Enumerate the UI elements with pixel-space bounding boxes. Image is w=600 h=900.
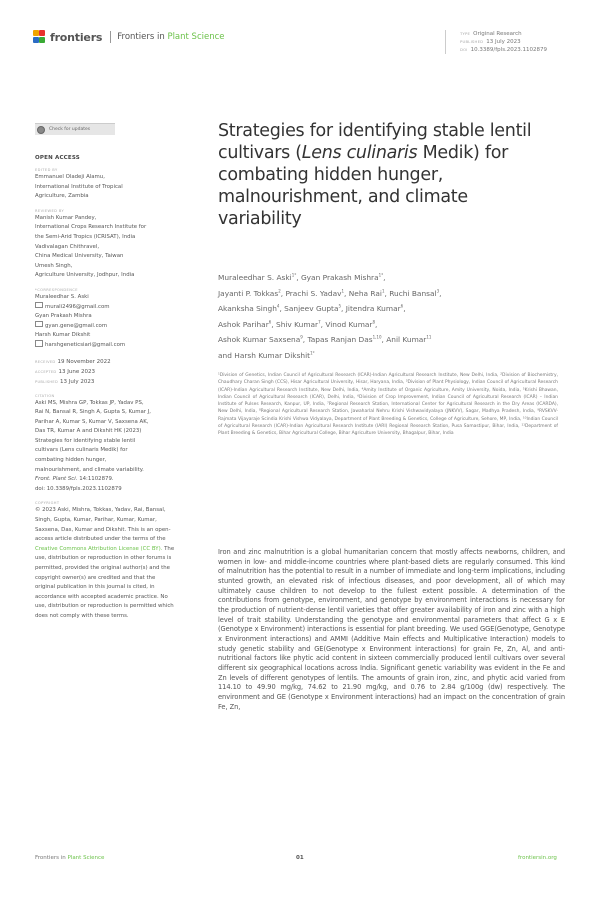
author-affiliation-marker: 1*: [310, 350, 315, 356]
date-value: 13 June 2023: [58, 368, 95, 375]
citation-line: Parihar A, Kumar S, Kumar V, Saxsena AK,: [35, 418, 149, 425]
citation: [35, 399, 175, 495]
journal-name: [117, 32, 224, 42]
date-label: RECEIVED: [35, 359, 56, 364]
footer-site-link[interactable]: frontiersin.org: [518, 855, 557, 861]
correspondent-email[interactable]: [35, 341, 175, 351]
email-icon: [35, 302, 43, 309]
title-text: Medik) for combating hidden hunger, malnourishment, and climate variability: [218, 143, 508, 229]
meta-label: DOI: [460, 47, 468, 52]
author-affiliation-marker: 1: [381, 288, 385, 294]
author-affiliation-marker: 1: [341, 288, 345, 294]
meta-label: PUBLISHED: [460, 39, 484, 44]
citation-line: malnourishment, and climate variability.: [35, 466, 144, 473]
author-affiliation-marker: 4: [276, 303, 280, 309]
author-affiliation-marker: 1,10: [372, 334, 382, 340]
copyright-text: © 2023 Aski, Mishra, Tokkas, Yadav, Rai, Bansal, Singh, Gupta, Kumar, Parihar, Kumar, Kumar, Saxsena, Das, Kumar and Dikshit. This is an open-access article distributed under the terms of the: [35, 507, 171, 543]
author-affiliation-marker: 1*: [378, 272, 384, 278]
copyright: [35, 506, 175, 621]
author[interactable]: Prachi S. Yadav$^1$: [285, 288, 345, 298]
license-link[interactable]: Creative Commons Attribution License (CC BY).: [35, 545, 163, 552]
author-affiliation-marker: 3: [436, 288, 440, 294]
footer-journal-field: Plant Science: [67, 855, 105, 861]
frontiers-logo-icon: [33, 30, 46, 44]
date-label: PUBLISHED: [35, 379, 59, 384]
email-link[interactable]: harshgeneticsiari@gmail.com: [45, 341, 126, 348]
email-icon: [35, 321, 43, 328]
author[interactable]: Vinod Kumar$^8$: [325, 319, 376, 329]
citation-line: Das TR, Kumar A and Dikshit HK (2023): [35, 428, 142, 435]
reviewer-line: Manish Kumar Pandey,: [35, 214, 97, 221]
author[interactable]: Neha Rai$^1$: [348, 288, 385, 298]
correspondent-name: Gyan Prakash Mishra: [35, 313, 92, 320]
date-label: ACCEPTED: [35, 369, 57, 374]
author[interactable]: Muraleedhar S. Aski$^{1*}$: [218, 272, 297, 282]
header-divider: [110, 31, 111, 43]
email-link[interactable]: gyan.gene@gmail.com: [45, 322, 108, 329]
affiliations: ¹Division of Genetics, Indian Council of Agricultural Research (ICAR)-Indian Agricultural Research Institute, New Delhi, India, ²Division of Biochemistry, Chaudhary Charan Singh (CCS), Hisar Agricultural University, Hisar, Haryana, India, ³Division of Plant Physiology, Indian Council of Agricultural Research (ICAR)-Indian Agricultural Research Institute, New Delhi, India, ⁴Amity Institute of Organic Agriculture, Amity University, Noida, India, ⁵Krishi Bhawan, Indian Council of Agricultural Research (ICAR), Delhi, India, ⁶Division of Crop Improvement, Indian Council of Agricultural Research (ICAR) – Indian Institute of Pulses Research, Kanpur, UP, India, ⁷Regional Research Station, International Center for Agricultural Research in the Dry Areas (ICARDA), New Delhi, India, ⁸Regional Agricultural Research Station, Jawaharlal Nehru Krishi Vishwavidyalaya (JNKVV), Sagar, Madhya Pradesh, India, ⁹RVSKVV-Rajmata Vijayaraje Scindia Krishi Vishwa Vidyalaya, Department of Plant Breeding & Genetics, College of Agriculture, Sehore, MP, India, ¹⁰Indian Council of Agricultural Research (ICAR)-Indian Agricultural Research Institute (IARI) Regional Research Station, Pusa Samastipur, Bihar, India, ¹¹Department of Plant Breeding & Genetics, Bihar Agricultural College, Bihar Agriculture University, Bhagalpur, Bihar, India: [218, 373, 558, 437]
reviewer-line: the Semi-Arid Tropics (ICRISAT), India: [35, 233, 136, 240]
correspondent-email[interactable]: [35, 322, 175, 332]
check-for-updates-button[interactable]: [35, 123, 115, 135]
check-updates-label: Check for updates: [49, 127, 91, 132]
author[interactable]: Akanksha Singh$^4$: [218, 303, 280, 314]
author-affiliation-marker: 8: [372, 319, 376, 325]
title-species: Lens culinaris: [301, 143, 418, 163]
copyright-text: The use, distribution or reproduction in other forums is permitted, provided the original author(s) and the copyright owner(s) are credited and that the original publication in this journal is cited, in accordance with accepted academic practice. No use, distribution or reproduction is permitted which does not comply with these terms.: [35, 545, 175, 619]
email-link[interactable]: murali2496@gmail.com: [45, 303, 110, 310]
date-published: [35, 377, 175, 387]
meta-doi[interactable]: [460, 46, 547, 54]
editor-line: Agriculture, Zambia: [35, 193, 89, 200]
correspondent-email[interactable]: [35, 303, 175, 313]
correspondence-label: *CORRESPONDENCE: [35, 287, 78, 292]
meta-published: [460, 38, 547, 46]
reviewed-by: [35, 214, 175, 281]
author[interactable]: Gyan Prakash Mishra$^{1*}$: [300, 272, 384, 282]
title-text: Strategies for identifying stable lentil cultivars (: [218, 121, 532, 163]
citation-line: combating hidden hunger,: [35, 457, 107, 464]
citation-volume: 14:1102879.: [79, 476, 114, 483]
reviewer-line: Agriculture University, Jodhpur, India: [35, 272, 135, 279]
author-affiliation-marker: 6: [400, 303, 404, 309]
correspondence: [35, 293, 175, 351]
article-title: [218, 120, 548, 230]
date-received: [35, 357, 175, 367]
open-access-label: OPEN ACCESS: [35, 155, 80, 161]
editor-line: Emmanuel Oladeji Alamu,: [35, 174, 105, 180]
author-affiliation-marker: 11: [426, 334, 432, 340]
author[interactable]: Tapas Ranjan Das$^{1,10}$: [307, 334, 382, 345]
editor-line: International Institute of Tropical: [35, 183, 123, 190]
citation-line: cultivars (Lens culinaris Medik) for: [35, 447, 128, 454]
correspondent-name: Muraleedhar S. Aski: [35, 293, 89, 300]
edited-by-label: EDITED BY: [35, 168, 58, 172]
citation-doi[interactable]: doi: 10.3389/fpls.2023.1102879: [35, 485, 122, 492]
meta-label: TYPE: [460, 31, 471, 36]
meta-type: [460, 30, 547, 38]
reviewed-by-label: REVIEWED BY: [35, 208, 65, 213]
citation-journal: [35, 475, 175, 485]
journal-prefix: Frontiers in: [117, 32, 165, 42]
sidebar: [35, 123, 175, 622]
edited-by: [35, 173, 175, 202]
author[interactable]: Ashok Parihar$^6$: [218, 319, 272, 329]
meta-value: Original Research: [473, 31, 522, 37]
copyright-label: COPYRIGHT: [35, 501, 60, 506]
frontiers-logo[interactable]: [33, 30, 225, 44]
email-icon: [35, 340, 43, 347]
doi-link[interactable]: 10.3389/fpls.2023.1102879: [470, 47, 548, 53]
citation-line: Rai N, Bansal R, Singh A, Gupta S, Kumar J,: [35, 409, 151, 416]
date-accepted: [35, 367, 175, 377]
author[interactable]: Ruchi Bansal$^3$: [389, 288, 440, 298]
author[interactable]: Harsh Kumar Dikshit$^{1*}$: [234, 350, 315, 360]
author-affiliation-marker: 2: [278, 288, 281, 294]
footer-journal: [35, 855, 104, 861]
author-affiliation-marker: 7: [318, 319, 321, 325]
correspondent-name: Harsh Kumar Dikshit: [35, 332, 91, 339]
author[interactable]: Jitendra Kumar$^6$: [345, 303, 404, 314]
reviewer-line: China Medical University, Taiwan: [35, 253, 124, 260]
author-affiliation-marker: 5: [338, 303, 342, 309]
crossmark-icon: [37, 126, 45, 134]
date-value: 19 November 2022: [57, 358, 111, 365]
author[interactable]: Sanjeev Gupta$^5$: [284, 303, 342, 314]
reviewer-line: International Crops Research Institute for: [35, 224, 147, 231]
citation-line: Strategies for identifying stable lentil: [35, 437, 136, 444]
article-meta: [445, 30, 547, 54]
citation-journal-name: Front. Plant Sci.: [35, 476, 78, 483]
author[interactable]: Ashok Kumar Saxsena$^9$: [218, 334, 303, 345]
page-number: 01: [296, 855, 304, 861]
brand-name: frontiers: [50, 30, 103, 44]
journal-field: Plant Science: [167, 32, 225, 42]
author-list: Muraleedhar S. Aski$^{1*}$, Gyan Prakash Mishra$^{1*}$, Jayanti P. Tokkas$^2$, Prachi S. Yadav$^1$, Neha Rai$^1$, Ruchi Bansal$^3$, Akanksha Singh$^4$, Sanjeev Gupta$^5$, Jitendra Kumar$^6$, Ashok Parihar$^6$, Shiv Kumar$^7$, Vinod Kumar$^8$, Ashok Kumar Saxsena$^9$, Tapas Ranjan Das$^{1,10}$, Anil Kumar$^{11}$ and Harsh Kumar Dikshit$^{1*}$: [218, 272, 442, 360]
author[interactable]: Shiv Kumar$^7$: [276, 319, 321, 329]
date-value: 13 July 2023: [60, 378, 95, 385]
citation-line: Aski MS, Mishra GP, Tokkas JP, Yadav PS,: [35, 399, 144, 406]
author-affiliation-marker: 9: [300, 334, 303, 340]
author-affiliation-marker: 1*: [291, 272, 297, 278]
author[interactable]: Jayanti P. Tokkas$^2$: [218, 288, 281, 298]
reviewer-line: Umesh Singh,: [35, 262, 73, 269]
author-affiliation-marker: 6: [268, 319, 272, 325]
citation-label: CITATION: [35, 393, 55, 398]
abstract: Iron and zinc malnutrition is a global humanitarian concern that mostly affects newborns, children, and women in low- and middle-income countries where plant-based diets are regularly consumed. This kind of malnutrition has the potential to result in a number of immediate and long-term implications, including stunted growth, an elevated risk of infectious diseases, and poor development, all of which may ultimately cause children to not develop to the fullest extent possible. A determination of the contributions from genotype, environment, and genotype by environment interactions is necessary for the production of nutrient-dense lentil varieties that offer greater availability of iron and zinc with a high level of trait stability. Understanding the genotype and environmental parameters that affect G x E (Genotype x Environment) interactions is essential for plant breeding. We used GGE(Genotype, Genotype x Environment interactions) and AMMI (Additive Main effects and Multiplicative Interaction) models to study genetic stability and GE(Genotype x Environment interactions) for grain Fe, Zn, Al, and anti-nutritional factors like phytic acid content in sixteen commercially produced lentil cultivars over several different six geographical locations across India. Significant genetic variability was evident in the Fe and Zn levels of different genotypes of lentils. The amounts of grain iron, zinc, and phytic acid varied from 114.10 to 49.90 mg/kg, 74.62 to 21.90 mg/kg, and 0.76 to 2.84 g/100g (dw) respectively. The environment and GE (Genotype x Environment interactions) had an impact on the concentration of grain Fe, Zn,: [218, 548, 565, 711]
reviewer-line: Vadivalagan Chithravel,: [35, 243, 100, 250]
dates: [35, 357, 175, 387]
author[interactable]: Anil Kumar$^{11}$: [386, 334, 432, 345]
meta-value: 13 July 2023: [486, 39, 521, 45]
footer-journal-prefix: Frontiers in: [35, 855, 66, 861]
